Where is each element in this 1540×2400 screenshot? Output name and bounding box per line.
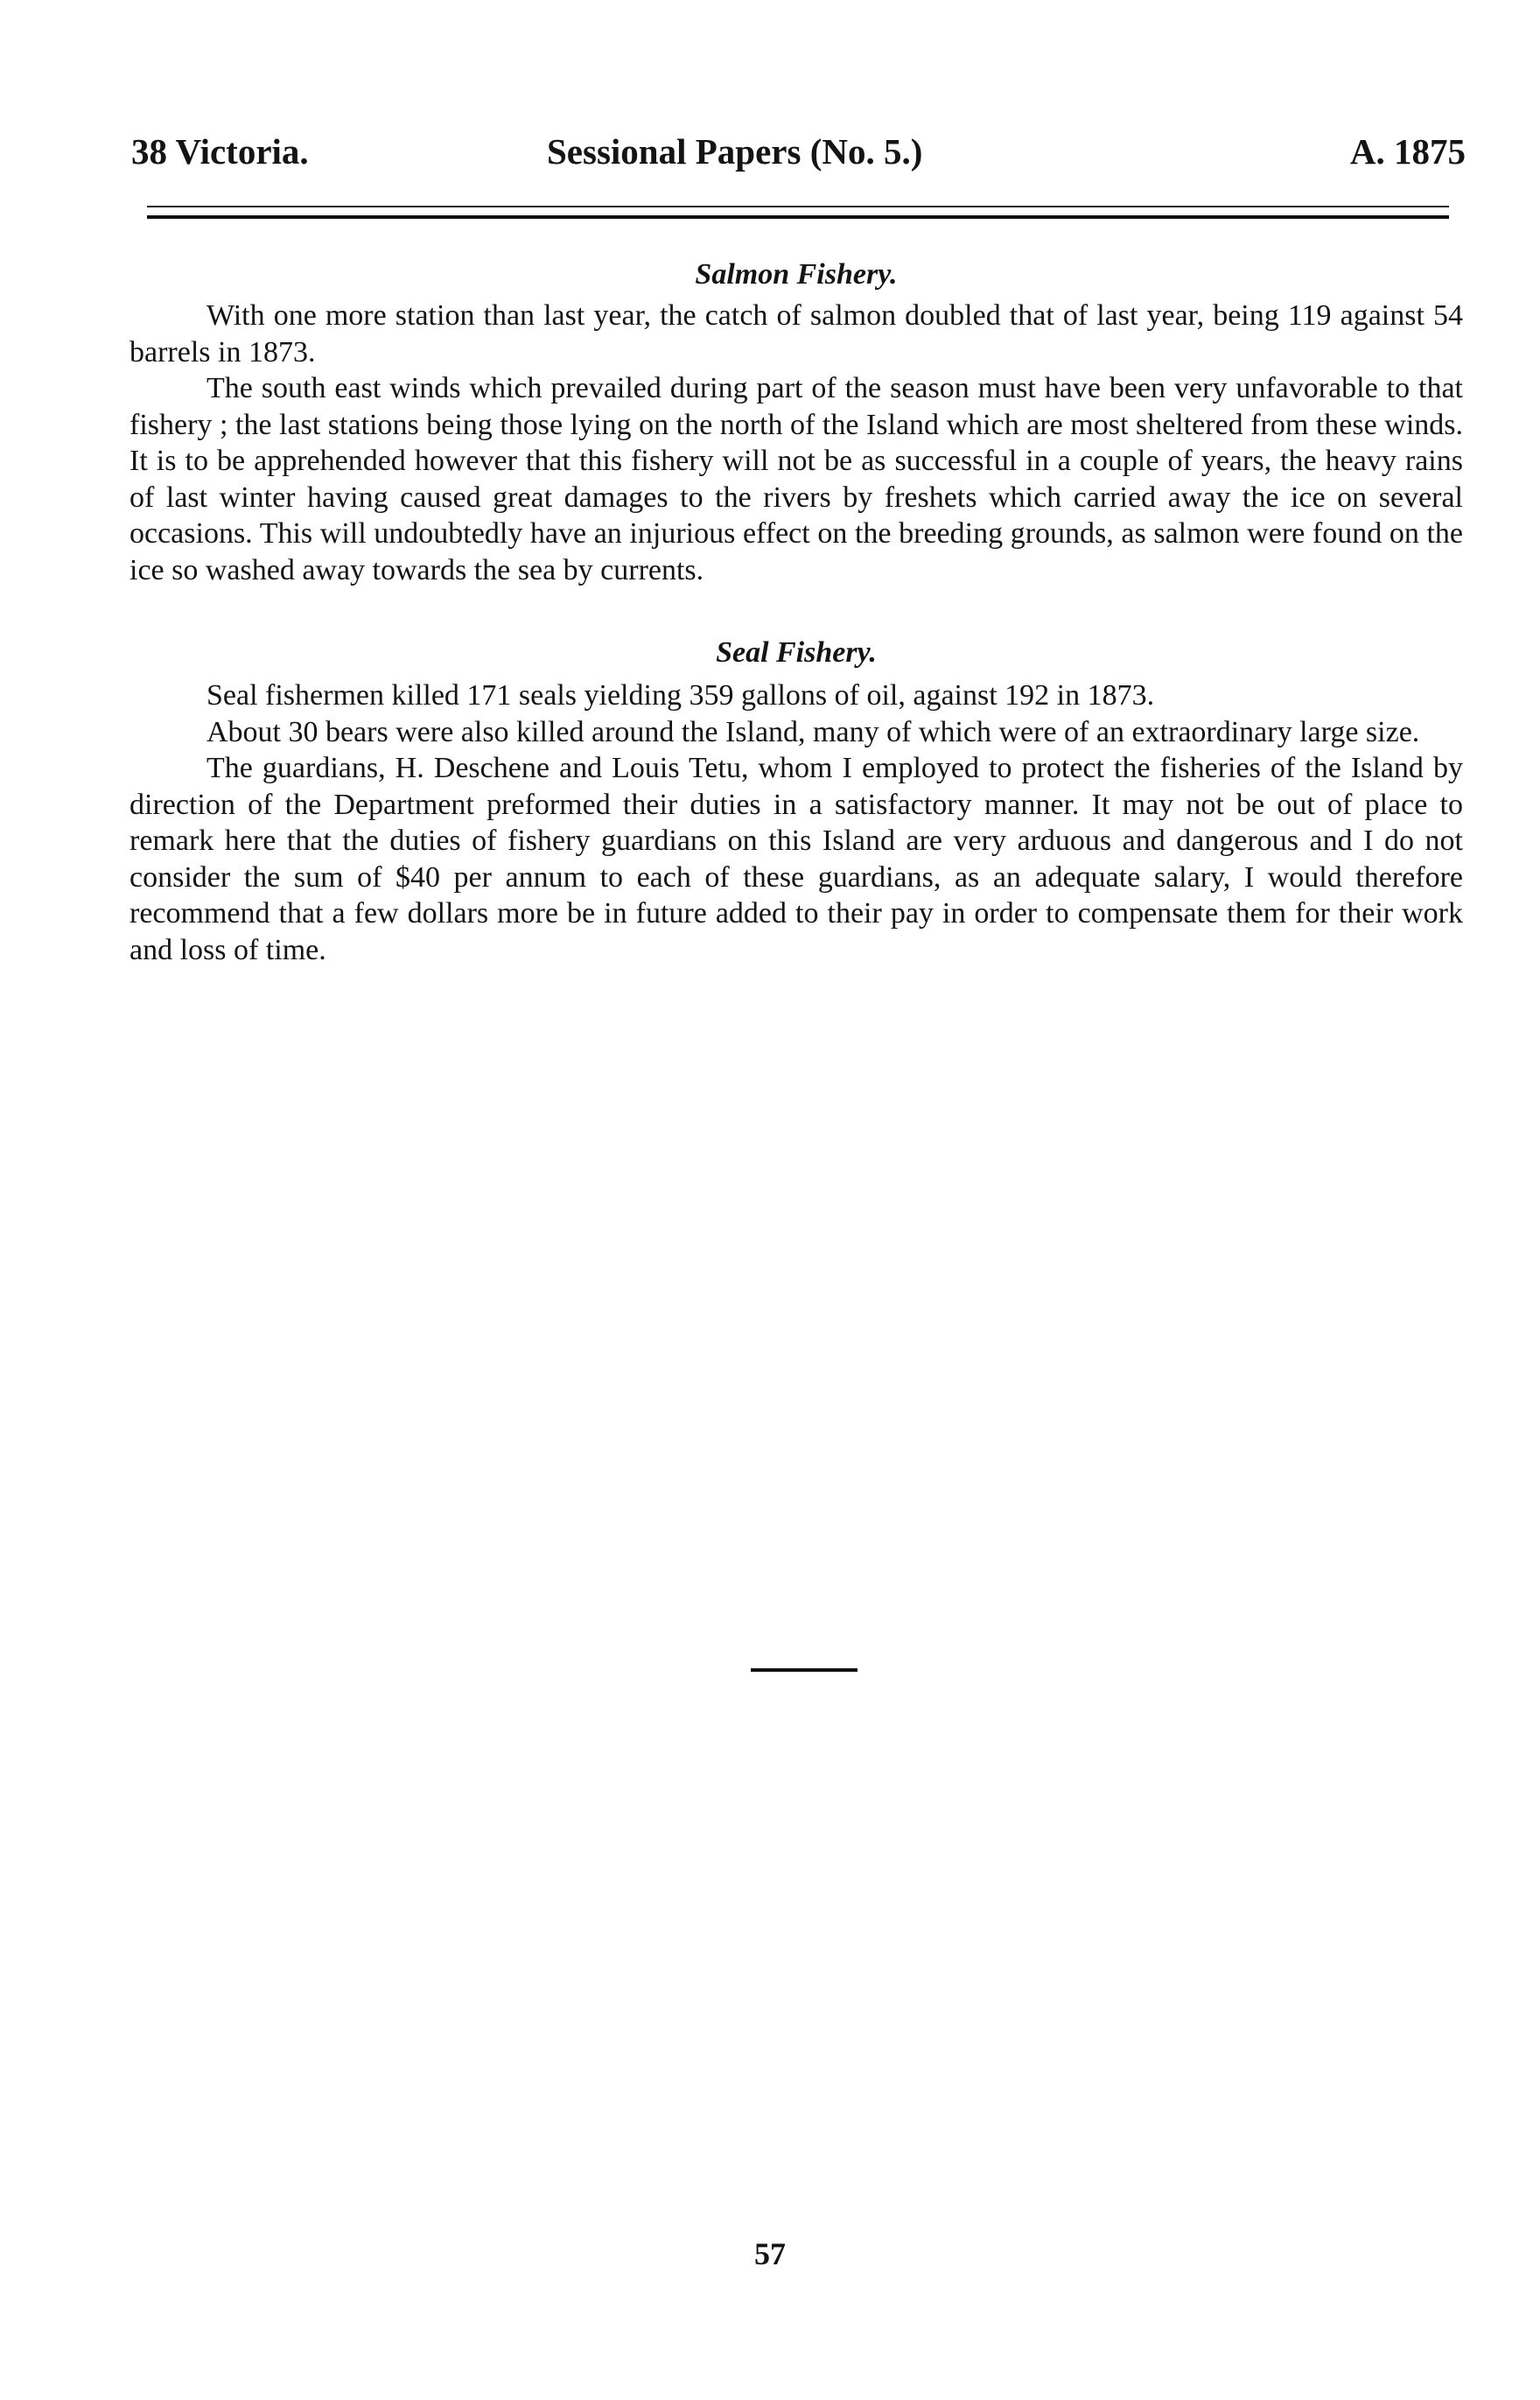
seal-fishery-section [130,634,1463,968]
section-end-rule [751,1668,858,1672]
header-sessional-papers: Sessional Papers (No. 5.) [547,131,923,172]
header-rule-thin [147,206,1449,207]
seal-paragraph-3: The guardians, H. Deschene and Louis Tetu, whom I employed to protect the fisheries of the Island by direction of the Department preformed their duties in a satisfactory manner. It may not be out of place to remark here that the duties of fishery guardians on this Island are very arduous and dangerous and I do not consider the sum of $40 per annum to each of these guardians, as an adequate salary, I would therefore recommend that a few dollars more be in future added to their pay in order to compensate them for their work and loss of time. [130,752,1463,966]
seal-paragraph-1: Seal fishermen killed 171 seals yielding 359 gallons of oil, against 192 in 1873. [206,679,1155,712]
running-header [131,127,1466,176]
salmon-paragraph-2: The south east winds which prevailed during part of the season must have been very unfavorable to that fishery ; the last stations being those lying on the north of the Island which are most sheltered from these winds. It is to be apprehended however that this fishery will not be as successful in a couple of years, the heavy rains of last winter having caused great damages to the rivers by freshets which carried away the ice on several occasions. This will undoubtedly have an injurious effect on the breeding grounds, as salmon were found on the ice so washed away towards the sea by currents. [130,372,1463,586]
seal-paragraph-2: About 30 bears were also killed around the Island, many of which were of an extraordinary large size. [206,715,1420,748]
seal-fishery-heading: Seal Fishery. [716,636,877,669]
salmon-fishery-heading: Salmon Fishery. [695,258,898,291]
header-regnal-year: 38 Victoria. [131,131,309,172]
header-year: A. 1875 [1349,131,1466,172]
document-body [130,256,1463,968]
salmon-paragraph-1: With one more station than last year, the catch of salmon doubled that of last year, being 119 against 54 barrels in 1873. [130,299,1463,368]
page-number: 57 [754,2236,786,2271]
salmon-fishery-section [130,256,1463,588]
header-rule-thick [147,215,1449,219]
